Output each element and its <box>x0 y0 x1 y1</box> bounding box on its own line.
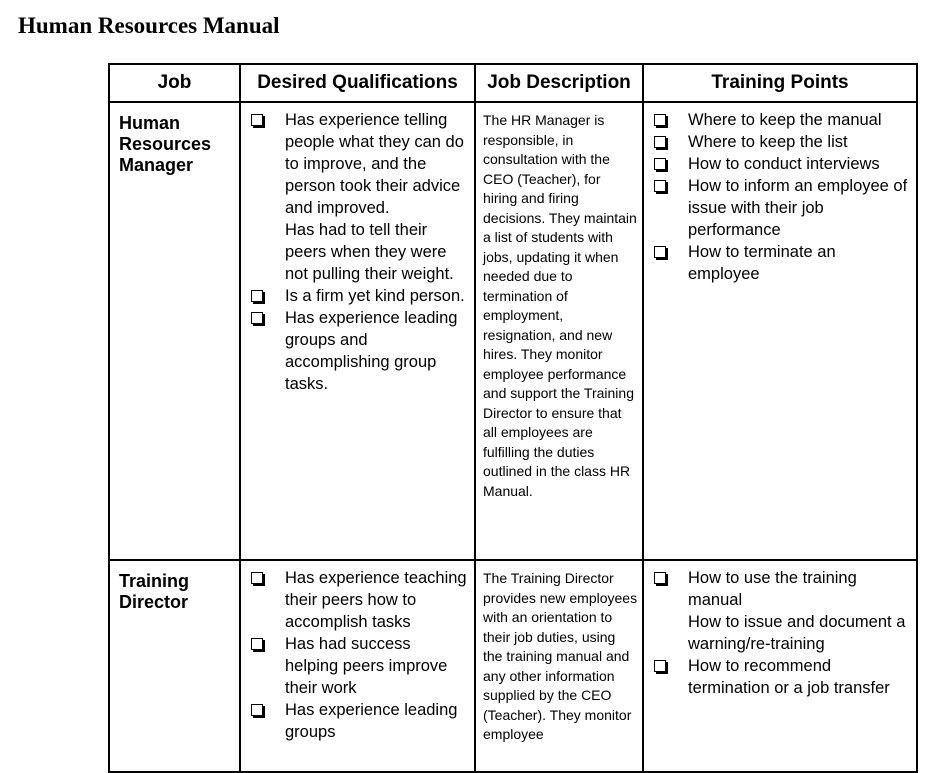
checkbox-bullet-icon <box>654 572 666 584</box>
list-item <box>249 567 468 633</box>
document-title: Human Resources Manual <box>18 13 280 38</box>
table-row <box>109 102 917 560</box>
checkbox-bullet-icon <box>251 114 263 126</box>
header-desired-qualifications: Desired Qualifications <box>240 64 475 102</box>
job-description-cell: The HR Manager is responsible, in consultation with the CEO (Teacher), for hiring and firing decisions. They maintain a list of students with jobs, updating it when needed due to termination of employment, resignation, and new hires. They monitor employee performance and support the Training Director to ensure that all employees are fulfilling the duties outlined in the class HR Manual. <box>475 102 643 560</box>
qualification-text: Has experience teaching their peers how to accomplish tasks <box>285 569 467 631</box>
qualification-text: Is a firm yet kind person. <box>285 287 465 305</box>
checkbox-bullet-icon <box>251 572 263 584</box>
header-training-points: Training Points <box>643 64 917 102</box>
training-points-cell <box>643 560 917 772</box>
checkbox-bullet-icon <box>654 180 666 192</box>
checkbox-bullet-icon <box>251 290 263 302</box>
list-item <box>249 285 468 307</box>
checkbox-bullet-icon <box>251 704 263 716</box>
training-text: How to terminate an employee <box>688 243 836 283</box>
checkbox-bullet-icon <box>251 312 263 324</box>
list-item <box>249 307 468 395</box>
qualification-text: Has experience telling people what they can do to improve, and the person took their advice and improved. <box>285 111 464 217</box>
list-item <box>249 633 468 699</box>
header-job: Job <box>109 64 240 102</box>
job-title-cell: Training Director <box>109 560 240 772</box>
qualification-text: Has experience leading groups <box>285 701 458 741</box>
qualification-text: Has had success helping peers improve their work <box>285 635 448 697</box>
header-job-description: Job Description <box>475 64 643 102</box>
table-row <box>109 560 917 772</box>
list-item <box>249 699 468 743</box>
checkbox-bullet-icon <box>654 246 666 258</box>
hr-roles-table <box>108 63 918 773</box>
training-text: How to use the training manual <box>688 569 857 609</box>
list-item <box>652 175 910 241</box>
checkbox-bullet-icon <box>654 136 666 148</box>
qualification-text: Has experience leading groups and accomplishing group tasks. <box>285 309 458 393</box>
list-item <box>249 109 468 219</box>
list-item <box>652 567 910 611</box>
training-points-cell <box>643 102 917 560</box>
qualifications-cell <box>240 560 475 772</box>
list-item <box>652 241 910 285</box>
job-title-cell: Human Resources Manager <box>109 102 240 560</box>
training-text: Where to keep the manual <box>688 111 882 129</box>
job-description-cell: The Training Director provides new employees with an orientation to their job duties, using the training manual and any other information supplied by the CEO (Teacher). They monitor employee <box>475 560 643 772</box>
checkbox-bullet-icon <box>654 114 666 126</box>
checkbox-bullet-icon <box>251 638 263 650</box>
qualification-text: Has had to tell their peers when they were not pulling their weight. <box>285 221 454 283</box>
checkbox-bullet-icon <box>654 660 666 672</box>
training-text: How to issue and document a warning/re-training <box>688 613 906 653</box>
training-text: How to recommend termination or a job transfer <box>688 657 890 697</box>
list-item <box>249 219 468 285</box>
list-item <box>652 153 910 175</box>
table-header-row <box>109 64 917 102</box>
training-text: How to conduct interviews <box>688 155 880 173</box>
qualifications-cell <box>240 102 475 560</box>
list-item <box>652 611 910 655</box>
list-item <box>652 109 910 131</box>
training-text: How to inform an employee of issue with their job performance <box>688 177 908 239</box>
checkbox-bullet-icon <box>654 158 666 170</box>
training-text: Where to keep the list <box>688 133 848 151</box>
list-item <box>652 655 910 699</box>
list-item <box>652 131 910 153</box>
